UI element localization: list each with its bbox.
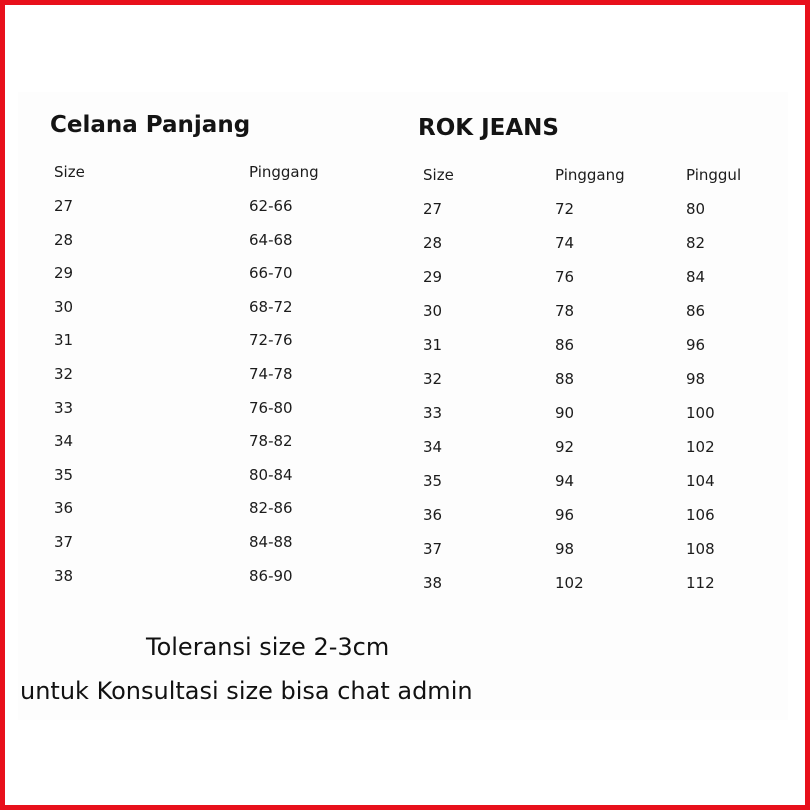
celana-cell: 62-66 (249, 197, 293, 215)
rok-cell: 90 (555, 404, 575, 422)
rok-cell: 98 (686, 370, 706, 388)
celana-cell: 82-86 (249, 499, 293, 518)
celana-cell: 74-78 (249, 365, 293, 383)
celana-cell: 72-76 (249, 331, 293, 350)
rok-cell: 102 (686, 438, 715, 456)
celana-cell: 32 (54, 365, 74, 383)
rok-cell: 88 (555, 370, 575, 388)
rok-jeans-title: ROK JEANS (418, 115, 559, 141)
celana-cell: 64-68 (249, 230, 293, 249)
rok-cell: 80 (686, 200, 706, 218)
celana-cell: 76-80 (249, 398, 293, 417)
rok-cell: 86 (686, 302, 706, 320)
rok-cell: 37 (423, 540, 443, 558)
rok-cell: 106 (686, 506, 715, 524)
rok-cell: 34 (423, 438, 443, 456)
rok-cell: 76 (555, 268, 575, 286)
consultation-note: untuk Konsultasi size bisa chat admin (20, 677, 473, 705)
celana-cell: 27 (54, 197, 74, 215)
rok-cell: 86 (555, 336, 575, 354)
celana-cell: 31 (54, 331, 74, 350)
rok-header-0: Size (423, 166, 454, 184)
celana-cell: 33 (54, 398, 74, 417)
celana-cell: 78-82 (249, 432, 293, 451)
celana-cell: 84-88 (249, 533, 293, 551)
rok-cell: 38 (423, 574, 443, 592)
rok-cell: 72 (555, 200, 575, 218)
rok-cell: 112 (686, 574, 715, 592)
rok-cell: 94 (555, 472, 575, 490)
rok-cell: 98 (555, 540, 575, 558)
rok-cell: 104 (686, 472, 715, 490)
celana-cell: 37 (54, 533, 74, 551)
rok-cell: 36 (423, 506, 443, 524)
celana-cell: 28 (54, 230, 74, 249)
rok-cell: 96 (555, 506, 575, 524)
celana-cell: 86-90 (249, 566, 293, 585)
size-chart-panel (18, 92, 788, 720)
rok-cell: 28 (423, 234, 443, 252)
celana-panjang-title: Celana Panjang (50, 112, 251, 138)
rok-cell: 108 (686, 540, 715, 558)
celana-cell: 66-70 (249, 264, 293, 283)
celana-cell: 38 (54, 566, 74, 585)
rok-cell: 35 (423, 472, 443, 490)
celana-cell: 80-84 (249, 465, 293, 484)
rok-cell: 100 (686, 404, 715, 422)
rok-header-1: Pinggang (555, 166, 625, 184)
rok-cell: 32 (423, 370, 443, 388)
rok-cell: 29 (423, 268, 443, 286)
rok-cell: 96 (686, 336, 706, 354)
celana-cell: 35 (54, 465, 74, 484)
tolerance-note: Toleransi size 2-3cm (146, 633, 390, 661)
rok-cell: 74 (555, 234, 575, 252)
celana-header-0: Size (54, 163, 85, 181)
celana-cell: 34 (54, 432, 74, 451)
celana-header-1: Pinggang (249, 163, 319, 181)
celana-cell: 36 (54, 499, 74, 518)
celana-cell: 29 (54, 264, 74, 283)
rok-cell: 92 (555, 438, 575, 456)
rok-cell: 82 (686, 234, 706, 252)
rok-cell: 84 (686, 268, 706, 286)
rok-cell: 33 (423, 404, 443, 422)
rok-cell: 30 (423, 302, 443, 320)
rok-cell: 31 (423, 336, 443, 354)
rok-cell: 102 (555, 574, 584, 592)
rok-header-2: Pinggul (686, 166, 742, 184)
rok-cell: 27 (423, 200, 443, 218)
celana-cell: 68-72 (249, 297, 293, 316)
rok-cell: 78 (555, 302, 575, 320)
celana-cell: 30 (54, 297, 74, 316)
